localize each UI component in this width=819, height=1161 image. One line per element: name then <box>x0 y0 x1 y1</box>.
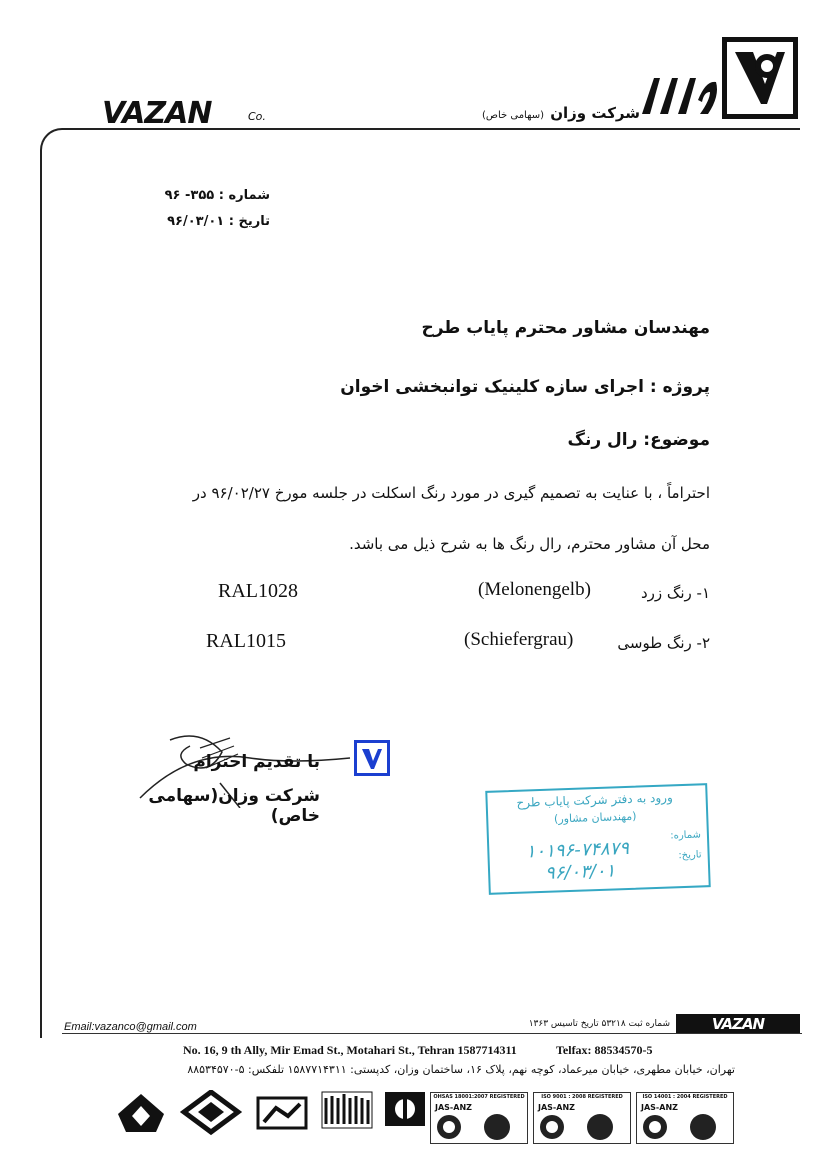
letter-number: شماره : ۳۵۵- ۹۶ <box>164 188 270 203</box>
footer-registration: شماره ثبت ۵۳۲۱۸ تاریخ تاسیس ۱۳۶۳ <box>528 1019 670 1029</box>
diamond-logo-icon <box>180 1090 242 1140</box>
footer-brand: VAZAN <box>676 1014 800 1034</box>
footer-divider <box>62 1033 802 1034</box>
cert-badge-2 <box>533 1092 631 1144</box>
cert-badge-3 <box>636 1092 734 1144</box>
cert-2-label: ISO 9001 : 2008 REGISTERED <box>541 1094 623 1100</box>
item-1-name: (Melonengelb) <box>478 579 591 600</box>
item-2-code: RAL1015 <box>206 630 286 652</box>
closing: با تقدیم احترام <box>193 752 320 772</box>
cert-1-jas: JAS-ANZ <box>435 1103 472 1112</box>
vazan-logo-mark <box>722 37 798 119</box>
cert-3-label: ISO 14001 : 2004 REGISTERED <box>642 1094 728 1100</box>
signer: شرکت وزان(سهامی خاص) <box>148 786 320 826</box>
association-logo-icon <box>383 1090 427 1140</box>
body-line-1: احتراماً ، با عنایت به تصمیم گیری در مورد رنگ اسکلت در جلسه مورخ ۹۶/۰۲/۲۷ در <box>192 484 710 502</box>
stamp-date-value: ۹۶/۰۳/۰۱ <box>544 860 616 884</box>
brand-en: VAZAN <box>102 96 212 131</box>
subject-line: موضوع: رال رنگ <box>567 430 710 450</box>
footer-fax-en: Telfax: 88534570-5 <box>556 1043 653 1057</box>
cert-1-label: OHSAS 18001:2007 REGISTERED <box>433 1094 525 1100</box>
item-1-label: ۱- رنگ زرد <box>640 584 710 602</box>
brand-suffix: Co. <box>248 110 266 123</box>
stamp-line-2: (مهندسان مشاور) <box>553 809 637 826</box>
pyramid-logo-icon <box>116 1092 166 1140</box>
item-1-code: RAL1028 <box>218 580 298 602</box>
footer-address-en: No. 16, 9 th Ally, Mir Emad St., Motahari St., Tehran 1587714311 <box>183 1043 517 1057</box>
item-2-label: ۲- رنگ طوسی <box>617 634 710 652</box>
item-2-name: (Schiefergrau) <box>464 629 574 650</box>
cert-2-jas: JAS-ANZ <box>538 1103 575 1112</box>
recipient: مهندسان مشاور محترم پایاب طرح <box>421 318 710 338</box>
receipt-stamp <box>485 783 710 895</box>
stamp-date-label: تاریخ: <box>678 849 702 862</box>
vazan-fa-logo <box>640 70 720 120</box>
letter-date: تاریخ : ۹۶/۰۳/۰۱ <box>167 214 270 229</box>
cert-badge-1 <box>430 1092 528 1144</box>
footer-email: Email:vazanco@gmail.com <box>64 1021 197 1033</box>
company-name-fa: شرکت وزان <box>550 104 640 122</box>
project-line: پروژه : اجرای سازه کلینیک توانبخشی اخوان <box>340 377 710 397</box>
letterhead-frame <box>40 128 800 1038</box>
handshake-logo-icon <box>254 1094 310 1140</box>
company-type-fa: (سهامی خاص) <box>481 110 544 121</box>
stamp-number-label: شماره: <box>670 829 702 842</box>
stamp-line-1: ورود به دفتر شرکت پایاب طرح <box>516 790 673 810</box>
body-line-2: محل آن مشاور محترم، رال رنگ ها به شرح ذیل می باشد. <box>349 535 710 553</box>
stamp-number-value: ۱۰۱۹۶-۷۴۸۷۹ <box>525 837 630 863</box>
building-grid-logo-icon <box>320 1090 374 1140</box>
footer-address-fa: تهران، خیابان مطهری، خیابان میرعماد، کوچه نهم، پلاک ۱۶، ساختمان وزان، کدپستی: ۱۵۸۷۷۱۴۳۱۱ تلفکس: ۵-۸۸۵۳۴۵۷۰ <box>187 1063 735 1076</box>
cert-3-jas: JAS-ANZ <box>641 1103 678 1112</box>
